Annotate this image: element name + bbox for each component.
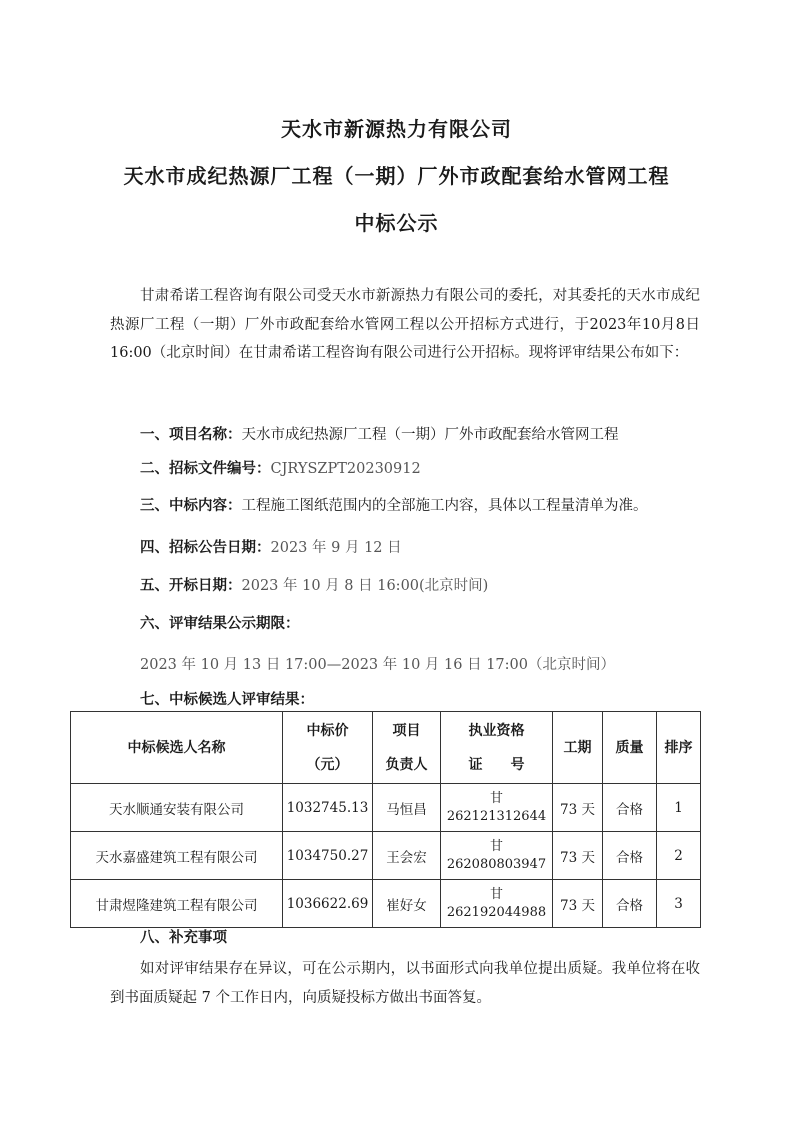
section-7-heading: 七、中标候选人评审结果：: [140, 692, 314, 708]
item-label: 二、招标文件编号：: [140, 461, 271, 477]
cell-candidate-name: 甘肃煜隆建筑工程有限公司: [71, 880, 283, 928]
cell-duration: 73 天: [553, 880, 603, 928]
header-rank: 排序: [657, 712, 701, 784]
cell-candidate-name: 天水嘉盛建筑工程有限公司: [71, 832, 283, 880]
cert-prefix: 甘: [489, 838, 503, 854]
section-8-heading: 八、补充事项: [140, 930, 227, 946]
item-label: 三、中标内容：: [140, 498, 242, 514]
table-row: [71, 832, 701, 880]
item-value: CJRYSZPT20230912: [270, 461, 421, 477]
cell-project-lead: 王会宏: [373, 832, 441, 880]
cell-certificate: [441, 784, 553, 832]
cell-candidate-name: 天水顺通安装有限公司: [71, 784, 283, 832]
header-cert-line2: 证 号: [468, 756, 525, 773]
header-price-line2: （元）: [306, 756, 349, 773]
item-value: 工程施工图纸范围内的全部施工内容，具体以工程量清单为准。: [241, 498, 648, 514]
item-value: 天水市成纪热源厂工程（一期）厂外市政配套给水管网工程: [241, 427, 619, 443]
cell-bid-price: 1034750.27: [283, 832, 373, 880]
table-header-row: [71, 712, 701, 784]
item-bid-content: [140, 494, 648, 515]
table-row: [71, 880, 701, 928]
header-project-lead: [373, 712, 441, 784]
cell-rank: 1: [657, 784, 701, 832]
supplement-paragraph: 如对评审结果存在异议，可在公示期内，以书面形式向我单位提出质疑。我单位将在收到书面质疑起 7 个工作日内，向质疑投标方做出书面答复。: [110, 961, 700, 1006]
cell-duration: 73 天: [553, 832, 603, 880]
item-tender-number: [140, 457, 421, 478]
header-lead-line2: 负责人: [385, 756, 428, 773]
table-row: [71, 784, 701, 832]
item-value: 2023 年 10 月 8 日 16:00(北京时间): [241, 578, 489, 594]
cell-certificate: [441, 880, 553, 928]
project-title: 天水市成纪热源厂工程（一期）厂外市政配套给水管网工程: [123, 164, 670, 188]
cell-project-lead: 崔好女: [373, 880, 441, 928]
header-bid-price: [283, 712, 373, 784]
cert-prefix: 甘: [489, 790, 503, 806]
cell-rank: 3: [657, 880, 701, 928]
candidate-results-table: [70, 711, 701, 928]
cell-quality: 合格: [603, 784, 657, 832]
item-value: 2023 年 9 月 12 日: [270, 540, 402, 556]
header-candidate-name: 中标候选人名称: [71, 712, 283, 784]
item-publicity-period: [140, 612, 300, 633]
cert-number: 262192044988: [446, 904, 547, 920]
item-label: 五、开标日期：: [140, 578, 242, 594]
publicity-period-value: 2023 年 10 月 13 日 17:00—2023 年 10 月 16 日 17:00（北京时间）: [140, 657, 615, 673]
cert-prefix: 甘: [489, 886, 503, 902]
item-label: 四、招标公告日期：: [140, 540, 271, 556]
cell-project-lead: 马恒昌: [373, 784, 441, 832]
company-title: 天水市新源热力有限公司: [281, 117, 512, 141]
cell-bid-price: 1032745.13: [283, 784, 373, 832]
cell-certificate: [441, 832, 553, 880]
header-certificate: [441, 712, 553, 784]
item-label: 一、项目名称：: [140, 427, 242, 443]
header-quality: 质量: [603, 712, 657, 784]
header-price-line1: 中标价: [306, 722, 349, 739]
header-duration: 工期: [553, 712, 603, 784]
notice-title: 中标公示: [354, 211, 439, 235]
cert-number: 262080803947: [446, 856, 547, 872]
intro-paragraph: 甘肃希诺工程咨询有限公司受天水市新源热力有限公司的委托，对其委托的天水市成纪热源厂工程（一期）厂外市政配套给水管网工程以公开招标方式进行，于2023年10月8日16:00（北京时间）在甘肃希诺工程咨询有限公司进行公开招标。现将评审结果公布如下：: [110, 288, 700, 361]
item-label: 六、评审结果公示期限：: [140, 616, 300, 632]
cert-number: 262121312644: [446, 808, 547, 824]
item-announcement-date: [140, 536, 402, 557]
cell-quality: 合格: [603, 832, 657, 880]
cell-duration: 73 天: [553, 784, 603, 832]
header-cert-line1: 执业资格: [468, 722, 525, 739]
item-opening-date: [140, 574, 488, 595]
cell-quality: 合格: [603, 880, 657, 928]
cell-bid-price: 1036622.69: [283, 880, 373, 928]
cell-rank: 2: [657, 832, 701, 880]
header-lead-line1: 项目: [392, 722, 421, 739]
item-project-name: [140, 423, 619, 444]
